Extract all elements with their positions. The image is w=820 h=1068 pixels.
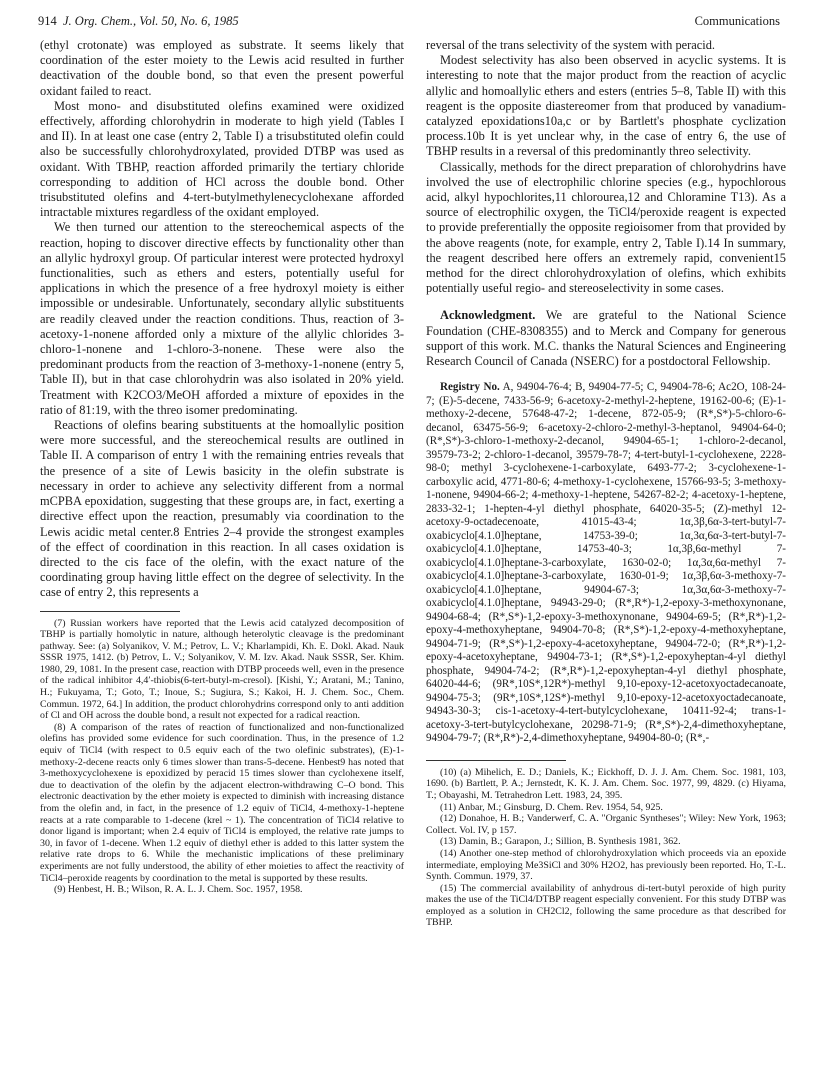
- footnote: (14) Another one-step method of chlorohydroxylation which proceeds via an epoxide intermediate, employing Me3SiCl and 30% H2O2, has previously been reported. Ho, T.-L. Synth. Commun. 1979, 37.: [426, 847, 786, 883]
- registry-numbers: [426, 381, 786, 746]
- body-paragraph: Modest selectivity has also been observed in acyclic systems. It is interesting to note that the major product from the reaction of acyclic allylic and homoallylic ethers and esters (entries 5–8, Table II) with this reagent is the opposite diastereomer from that produced by vanadium-catalyzed epoxidations10a,c or by Bartlett's phosphate cyclization process.10b It is yet unclear why, in the case of entry 6, the use of TBHP results in a reversal of this predominantly threo selectivity.: [426, 53, 786, 159]
- footnote: (11) Anbar, M.; Ginsburg, D. Chem. Rev. 1954, 54, 925.: [440, 801, 663, 813]
- acknowledgment-text: We are grateful to the National Science Foundation (CHE-8308355) and to Merck and Company for generous support of this work. M.C. thanks the Natural Sciences and Engineering Research Council of Canada (NSERC) for a postdoctoral Fellowship.: [426, 308, 786, 369]
- footnote: (15) The commercial availability of anhydrous di-tert-butyl peroxide of high purity makes the use of the TiCl4/DTBP reagent especially convenient. For this study DTBP was employed as a solution in CH2Cl2, following the same procedure as that described for TBHP.: [426, 882, 786, 929]
- footnote: (8) A comparison of the rates of reaction of functionalized and non-functionalized olefins has provided some evidence for such coordination. Thus, in the presence of 1.2 equiv of TiCl4 (with respect to 0.5 equiv each of the two olefinic substrates), (E)-1-methoxy-2-decene reacts only 6 times slower than trans-5-decene. Henbest9 has noted that 3-methoxycyclohexene is epoxidized by peracid 15 times slower than cyclohexene itself, due to deactivation of the olefin by the adjacent electron-withdrawing C–O bond. This electronic deactivation by the ether moiety is expected to diminish with increasing distance from the olefin and, in fact, in the presence of 1.2 equiv of TiCl4, 4-methoxy-1-heptene reacts at a rate comparable to 1-decene (krel ~ 1). The concentration of TiCl4 relative to donor ligand is important; when 2.4 equiv of TiCl4 is employed, the relative rate jumps to 30, in favor of 1-decene. When 1.2 equiv of diethyl ether is added to this latter system the relative rate drops to 6. While the mechanistic implications of these preliminary experiments are not fully understood, the ability of ether moieties to affect the reactivity of TiCl4–peroxide reagents by coordination to the metal is supported by these results.: [40, 721, 404, 884]
- body-paragraph: (ethyl crotonate) was employed as substrate. It seems likely that coordination of the ester moiety to the Lewis acid resulted in further deactivation of the double bond, so that even the present powerful oxidant failed to react.: [40, 38, 404, 98]
- body-paragraph: reversal of the trans selectivity of the system with peracid.: [426, 38, 716, 52]
- footnote: (13) Damin, B.; Garapon, J.; Sillion, B. Synthesis 1981, 362.: [440, 836, 681, 848]
- acknowledgment-title: Acknowledgment.: [440, 308, 536, 323]
- footnote-divider: [40, 611, 180, 612]
- body-paragraph: Most mono- and disubstituted olefins examined were oxidized effectively, affording chlorohydrin in moderate to high yield (Tables I and II). In at least one case (entry 2, Table I) a trisubstituted olefin could also be successfully chlorohydroxylated, provided DTBP was used as oxidant. With TBHP, reaction afforded primarily the tertiary chloride corresponding to addition of HCl across the double bond. Other trisubstituted olefins and 4-tert-butylmethylenecyclohexane afforded intractable mixtures regardless of the oxidant employed.: [40, 98, 404, 220]
- body-paragraph: Reactions of olefins bearing substituents at the homoallylic position were more successful, and the stereochemical results are outlined in Table II. A comparison of entry 1 with the remaining entries reveals that the presence of a site of Lewis basicity in the olefin substrate is necessary in order to achieve any selectivity different from a normal mCPBA epoxidation, suggesting that these groups are, in fact, exerting a directive effect upon the reaction, presumably via coordination to the Lewis acidic metal center.8 Entries 2–4 provide the strongest examples of the effect of coordination in this reaction. In all cases oxidation is directed to the cis face of the olefin, with the exact nature of the coordinating group having little effect on the degree of selectivity. In the case of entry 2, this represents a: [40, 418, 404, 600]
- footnote: (9) Henbest, H. B.; Wilson, R. A. L. J. Chem. Soc. 1957, 1958.: [54, 884, 303, 896]
- body-paragraph: We then turned our attention to the stereochemical aspects of the reaction, hoping to discover directive effects by functionality other than an allylic hydroxyl group. Of particular interest were protected hydroxyl functionalities, such as ethers and esters, potentially useful for applications in which the presence of a free hydroxyl moiety is either impossible or undesirable. Unfortunately, secondary allylic substituents are readily cleaved under the reaction conditions. Thus, reaction of 3-acetoxy-1-nonene afforded only a mixture of the allylic chlorides 3-chloro-1-nonene and 1-chloro-3-nonene. These were also the predominant products from the reaction of 3-methoxy-1-nonene (entry 5, Table II), but in that case chlorohydrin was also isolated in 20% yield. Treatment with K2CO3/MeOH afforded a mixture of epoxides in the ratio of 81:19, with the threo isomer predominating.: [40, 220, 404, 417]
- body-paragraph: Classically, methods for the direct preparation of chlorohydrins have involved the use of electrophilic chlorine species (e.g., hypochlorous acid, alkyl hypochlorites,11 chlorourea,12 and Chloramine T13). As a source of electrophilic oxygen, the TiCl4/peroxide reagent is expected to provide preferentially the opposite regioisomer from that provided by the above reagents (note, for example, entry 2, Table I).14 In summary, the reagent described here offers an extremely rapid, convenient15 method for the direct chlorohydroxylation of olefins, which exhibits potentially useful regio- and stereoselectivity in some cases.: [426, 159, 786, 296]
- registry-text: A, 94904-76-4; B, 94904-77-5; C, 94904-78-6; Ac2O, 108-24-7; (E)-5-decene, 7433-56-9; 6-acetoxy-2-methyl-2-heptene, 19162-00-6; (E)-1-methoxy-2-decene, 57648-47-2; 1-decene, 872-05-9; (R*,S*)-5-chloro-6-decanol, 63475-56-9; 6-acetoxy-2-chloro-2-methyl-3-heptanol, 94904-64-0; (R*,S*)-3-chloro-1-methoxy-2-decanol, 94904-65-1; 1-chloro-2-decanol, 39579-73-2; 2-chloro-1-decanol, 39579-78-7; 4-tert-butyl-1-cyclohexene, 2228-98-0; methyl 3-cyclohexene-1-carboxylate, 6493-77-2; 3-cyclohexene-1-carboxylic acid, 4771-80-6; 4-methoxy-1-cyclohexene, 15766-93-5; 3-methoxy-1-nonene, 94904-66-2; 4-methoxy-1-heptene, 54267-82-2; 4-acetoxy-1-heptene, 2833-32-1; 1-hepten-4-yl diethyl phosphate, 64020-35-5; (Z)-methyl 12-acetoxy-9-octadecenoate, 41015-43-4; 1α,3β,6α-3-tert-butyl-7-oxabicyclo[4.1.0]heptane, 14753-39-0; 1α,3α,6α-3-tert-butyl-7-oxabicyclo[4.1.0]heptane, 14753-40-3; 1α,3β,6α-methyl 7-oxabicyclo[4.1.0]heptane-3-carboxylate, 1630-02-0; 1α,3α,6α-methyl 7-oxabicyclo[4.1.0]heptane-3-carboxylate, 1630-01-9; 1α,3β,6α-3-methoxy-7-oxabicyclo[4.1.0]heptane, 94904-67-3; 1α,3α,6α-3-methoxy-7-oxabicyclo[4.1.0]heptane, 94943-29-0; (R*,R*)-1,2-epoxy-3-methoxynonane, 94904-68-4; (R*,S*)-1,2-epoxy-3-methoxynonane, 94904-69-5; (R*,R*)-1,2-epoxy-4-methoxyheptane, 94904-70-8; (R*,S*)-1,2-epoxy-4-methoxyheptane, 94904-71-9; (R*,S*)-1,2-epoxy-4-acetoxyheptane, 94904-72-0; (R*,R*)-1,2-epoxy-4-acetoxyheptane, 94904-73-1; (R*,S*)-1,2-epoxyheptan-4-yl diethyl phosphate, 94904-74-2; (R*,R*)-1,2-epoxyheptan-4-yl diethyl phosphate, 64020-44-6; (9R*,10S*,12R*)-methyl 9,10-epoxy-12-acetoxyoctadecanoate, 94904-75-3; (9R*,10S*,12S*)-methyl 9,10-epoxy-12-acetoxyoctadecanoate, 94943-30-3; cis-1-acetoxy-4-tert-butylcyclohexane, 10411-92-4; trans-1-acetoxy-3-tert-butylcyclohexane, 20298-71-9; (R*,S*)-2,4-dimethoxyheptane, 94904-79-7; (R*,R*)-2,4-dimethoxyheptane, 94904-80-0; (R*,-: [426, 381, 786, 745]
- page-citation: [38, 14, 239, 29]
- right-column: [426, 38, 786, 929]
- footnote: (7) Russian workers have reported that the Lewis acid catalyzed decomposition of TBHP is partially homolytic in nature, although heterolytic cleavage is the predominant pathway. See: (a) Solyanikov, V. M.; Petrov, L. V.; Kharlampidi, Kh. E. Dokl. Akad. Nauk SSSR 1975, 1412. (b) Petrov, L. V.; Solyanikov, V. M. Izv. Akad. Nauk SSSR, Ser. Khim. 1980, 29, 1081. In the present case, reaction with DTBP proceeds well, even in the presence of the radical inhibitor 4,4′-thiobis(6-tert-butyl-m-cresol). [Kishi, Y.; Aratani, M.; Tanino, H.; Fukuyama, T.; Goto, T.; Inoue, S.; Sugiura, S.; Kakoi, H. J. Chem. Soc., Chem. Commun. 1972, 64.] In addition, the product chlorohydrins correspond only to anti addition of Cl and OH across the double bond, a result not expected for a radical reaction.: [40, 617, 404, 722]
- page-header: [38, 14, 780, 34]
- footnote: (12) Donahoe, H. B.; Vanderwerf, C. A. "Organic Syntheses"; Wiley: New York, 1963; Collect. Vol. IV, p 157.: [426, 813, 786, 836]
- page-number: 914: [38, 14, 57, 28]
- registry-title: Registry No.: [440, 381, 500, 394]
- footnote: (10) (a) Mihelich, E. D.; Daniels, K.; Eickhoff, D. J. J. Am. Chem. Soc. 1981, 103, 1690. (b) Bartlett, P. A.; Jernstedt, K. K. J. Am. Chem. Soc. 1977, 99, 4829. (c) Hiyama, T.; Obayashi, M. Tetrahedron Lett. 1983, 24, 395.: [426, 766, 786, 801]
- acknowledgment: [426, 308, 786, 369]
- section-title: Communications: [694, 14, 780, 28]
- journal-citation: J. Org. Chem., Vol. 50, No. 6, 1985: [63, 14, 239, 28]
- footnote-divider: [426, 760, 566, 761]
- left-column: [40, 38, 404, 896]
